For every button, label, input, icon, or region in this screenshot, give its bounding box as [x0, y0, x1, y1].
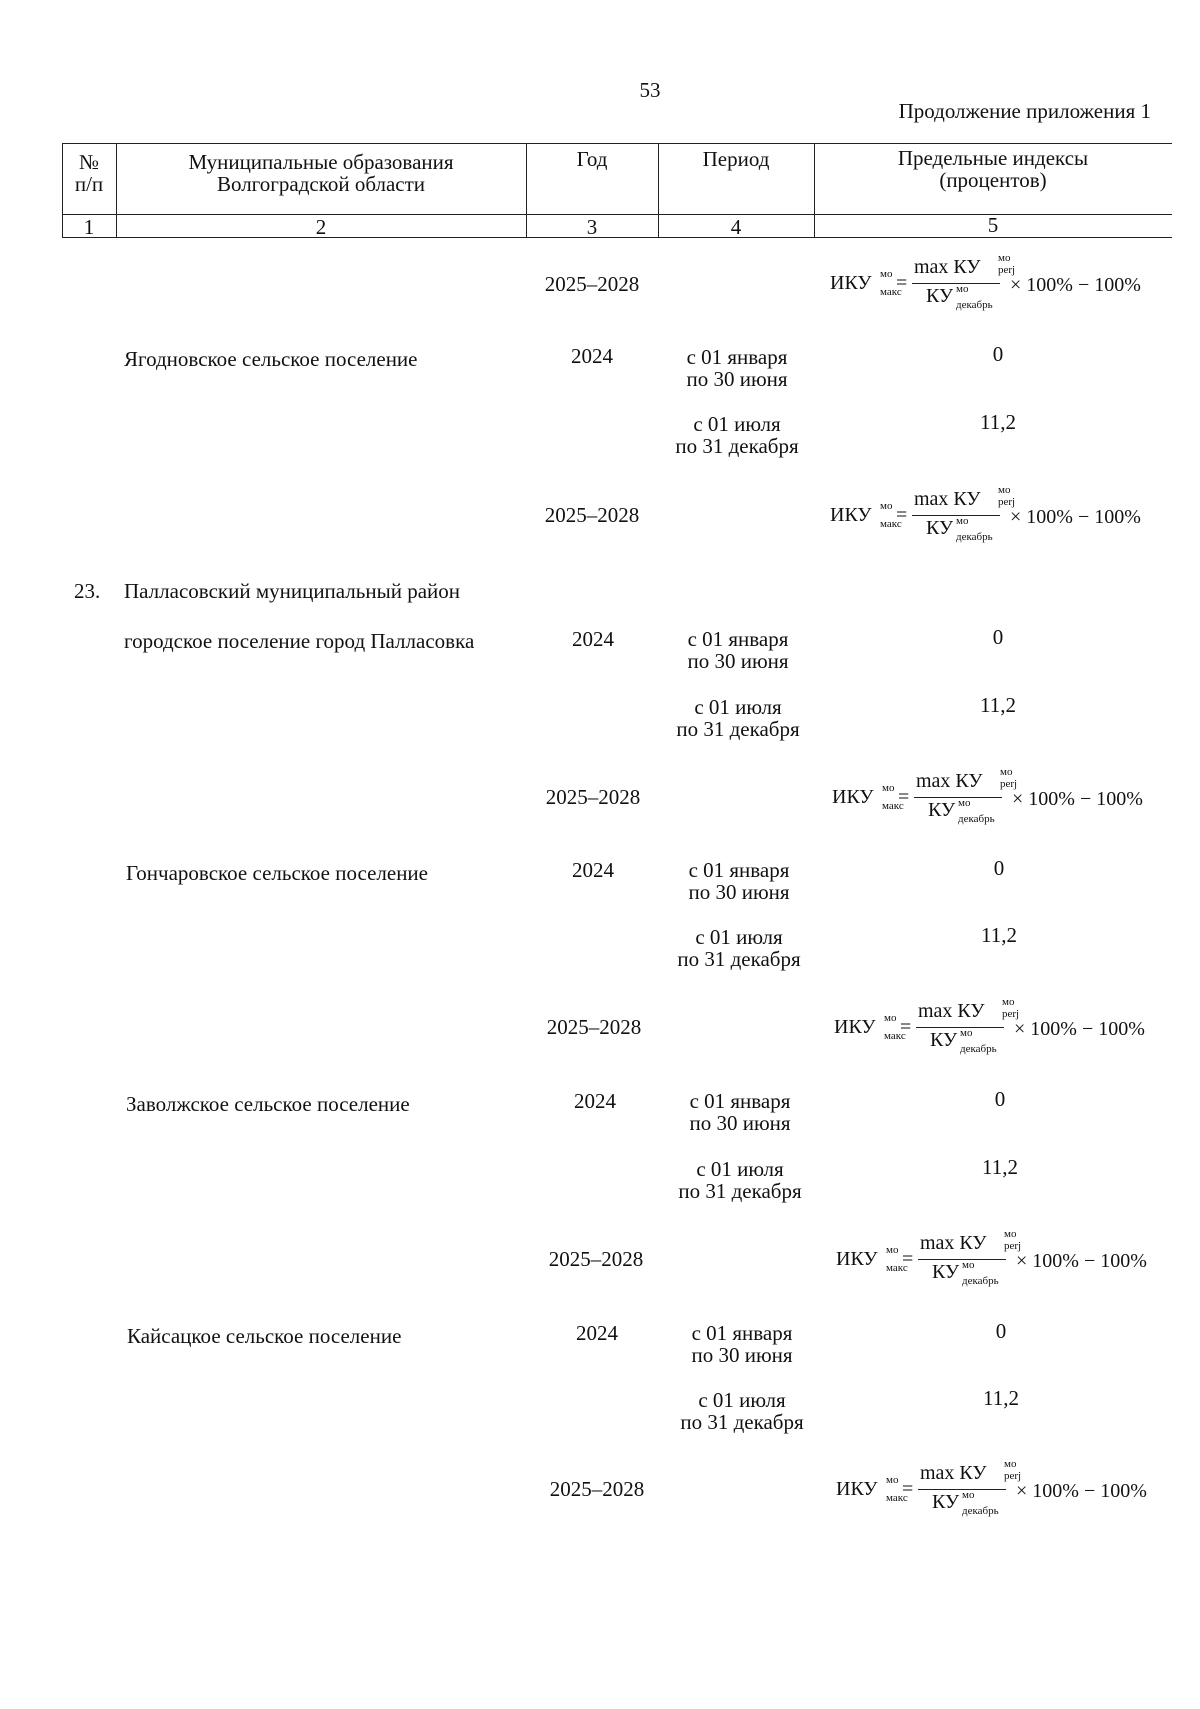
header-municipalities-line2: Волгоградской области	[216, 172, 426, 196]
period-cell	[637, 346, 837, 390]
header-number-line2: п/п	[74, 172, 104, 196]
index-value: 11,2	[980, 693, 1016, 717]
period-to: по 30 июня	[691, 1343, 793, 1367]
header-limit-indices-line1: Предельные индексы	[897, 146, 1089, 170]
index-value: 11,2	[983, 1386, 1019, 1410]
year-cell: 2025–2028	[546, 1015, 642, 1039]
header-period: Период	[702, 147, 770, 171]
year-cell: 2024	[574, 1089, 616, 1113]
period-cell	[639, 859, 839, 903]
period-to: по 30 июня	[689, 1111, 791, 1135]
index-value: 0	[994, 1087, 1006, 1111]
header-year: Год	[576, 147, 608, 171]
formula: ИКУ мо макс = max КУ мо реrj КУ мо декабрь × 100% − 100%	[832, 766, 1143, 825]
period-from: с 01 июля	[698, 1388, 786, 1412]
period-to: по 31 декабря	[678, 1179, 802, 1203]
period-to: по 30 июня	[686, 367, 788, 391]
year-cell: 2025–2028	[548, 1247, 644, 1271]
header-number	[62, 151, 116, 195]
period-to: по 31 декабря	[675, 434, 799, 458]
settlement-name: Гончаровское сельское поселение	[126, 861, 428, 885]
header-limit-indices	[814, 147, 1172, 191]
period-from: с 01 июля	[696, 1157, 784, 1181]
year-cell: 2024	[572, 627, 614, 651]
index-value: 11,2	[982, 1155, 1018, 1179]
header-number-line1: №	[78, 150, 100, 174]
year-cell: 2025–2028	[549, 1477, 645, 1501]
page-number: 53	[639, 78, 661, 102]
year-cell: 2025–2028	[544, 272, 640, 296]
period-from: с 01 января	[689, 1089, 791, 1113]
period-cell	[638, 696, 838, 740]
period-from: с 01 июля	[695, 925, 783, 949]
year-cell: 2025–2028	[544, 503, 640, 527]
formula: ИКУ мо макс = max КУ мо реrj КУ мо декабрь × 100% − 100%	[836, 1458, 1147, 1517]
formula: ИКУ мо макс = max КУ мо реrj КУ мо декабрь × 100% − 100%	[836, 1228, 1147, 1287]
formula: ИКУ мо макс = max КУ мо реrj КУ мо декабрь × 100% − 100%	[834, 996, 1145, 1055]
index-value: 0	[992, 625, 1004, 649]
period-to: по 30 июня	[687, 649, 789, 673]
period-from: с 01 июля	[694, 695, 782, 719]
year-cell: 2024	[571, 344, 613, 368]
settlement-name: Заволжское сельское поселение	[126, 1092, 410, 1116]
index-value: 0	[992, 342, 1004, 366]
year-cell: 2024	[572, 858, 614, 882]
header-colnum-3: 3	[586, 215, 598, 239]
period-to: по 31 декабря	[676, 717, 800, 741]
header-limit-indices-line2: (процентов)	[939, 168, 1047, 192]
period-to: по 31 декабря	[677, 947, 801, 971]
period-to: по 31 декабря	[680, 1410, 804, 1434]
settlement-name: городское поселение город Палласовка	[124, 629, 475, 653]
index-value: 11,2	[981, 923, 1017, 947]
district-number: 23.	[74, 579, 101, 603]
period-from: с 01 января	[688, 858, 790, 882]
header-colnum-1: 1	[83, 215, 95, 239]
settlement-name: Кайсацкое сельское поселение	[127, 1324, 402, 1348]
header-municipalities	[116, 151, 526, 195]
header-colnum-4: 4	[730, 215, 742, 239]
period-cell	[640, 1090, 840, 1134]
header-colnum-2: 2	[315, 215, 327, 239]
formula: ИКУ мо макс = max КУ мо реrj КУ мо декабрь × 100% − 100%	[830, 484, 1141, 543]
district-name: Палласовский муниципальный район	[124, 579, 460, 603]
period-cell	[637, 413, 837, 457]
index-value: 0	[995, 1319, 1007, 1343]
formula: ИКУ мо макс = max КУ мо реrj КУ мо декабрь × 100% − 100%	[830, 252, 1141, 311]
period-cell	[638, 628, 838, 672]
index-value: 0	[993, 856, 1005, 880]
period-from: с 01 января	[687, 627, 789, 651]
year-cell: 2024	[576, 1321, 618, 1345]
index-value: 11,2	[980, 410, 1016, 434]
period-from: с 01 января	[686, 345, 788, 369]
period-cell	[640, 1158, 840, 1202]
period-from: с 01 января	[691, 1321, 793, 1345]
year-cell: 2025–2028	[545, 785, 641, 809]
appendix-continuation-label: Продолжение приложения 1	[898, 99, 1151, 123]
period-cell	[642, 1389, 842, 1433]
period-cell	[639, 926, 839, 970]
period-to: по 30 июня	[688, 880, 790, 904]
settlement-name: Ягодновское сельское поселение	[124, 347, 418, 371]
header-colnum-5: 5	[987, 213, 999, 237]
header-municipalities-line1: Муниципальные образования	[188, 150, 454, 174]
period-from: с 01 июля	[693, 412, 781, 436]
period-cell	[642, 1322, 842, 1366]
